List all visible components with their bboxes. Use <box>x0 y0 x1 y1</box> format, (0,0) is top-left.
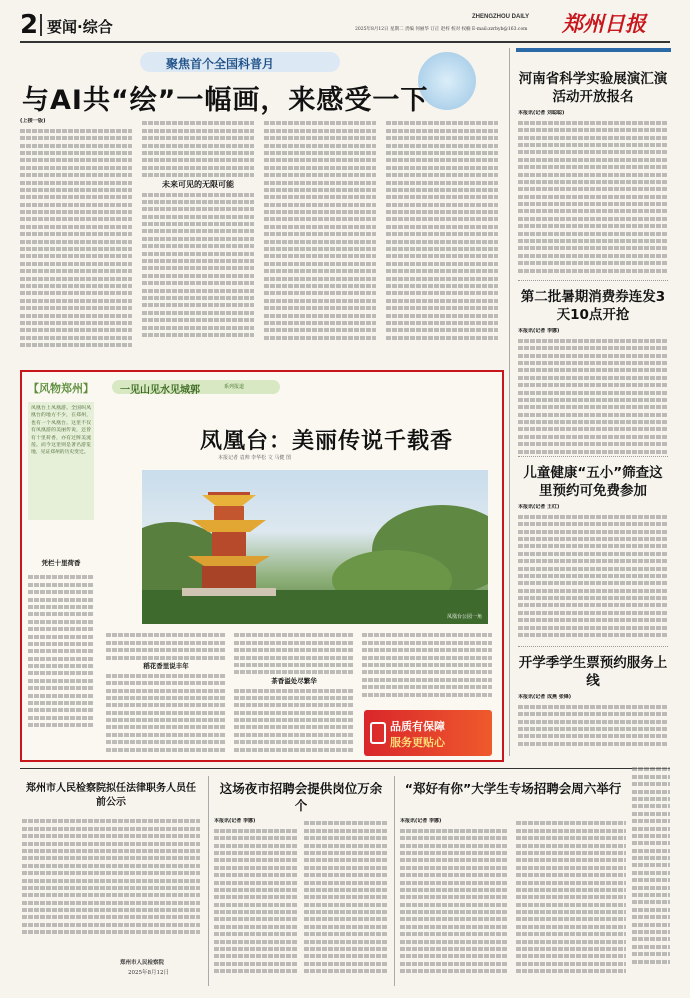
pullquote: 凤凰台上凤凰游。全国叫凤凰台的地方不少，在郑州，也有一个凤凰台。这里不仅有凤凰游的美丽传说，还曾有十里荷香，亦有过鲜美流莲。而今这里则是著名游览地，见证郑州的历史变迁。 <box>31 406 91 456</box>
student-ticket-continued <box>632 764 670 986</box>
notice-date: 2025年8月12日 <box>128 970 169 976</box>
body-col-4 <box>386 118 498 364</box>
series-tag: 系列报道 <box>224 384 245 390</box>
lead-label: (上接一版) <box>20 118 46 124</box>
kicker-banner <box>140 52 340 72</box>
body-col-2 <box>142 118 254 364</box>
notice-title: 郑州市人民检察院拟任法律职务人员任前公示 <box>26 783 196 808</box>
pullquote-box <box>28 402 94 520</box>
feature-body-col-1 <box>106 630 226 758</box>
night-market-job-fair <box>214 776 388 986</box>
notice-signature: 郑州市人民检察院 <box>120 960 165 966</box>
section-heading-2: 稻花香里说丰年 <box>143 661 189 670</box>
quality-ad <box>364 710 492 756</box>
graduate-job-fair <box>400 776 670 986</box>
science-show-headline: 河南省科学实验展演汇演活动开放报名 <box>518 71 668 105</box>
column-banner <box>28 378 288 396</box>
feature-box-headline: 凤凰台：美丽传说千载香 <box>200 429 454 454</box>
graduate-fair-byline: 本报讯(记者 李娜) <box>400 818 442 824</box>
job-fair-body-2 <box>304 818 388 984</box>
right-column <box>509 48 670 756</box>
ad-line-2: 服务更贴心 <box>390 736 445 749</box>
pavilion-illustration <box>142 470 488 624</box>
pavilion-photo <box>142 470 488 624</box>
top-feature <box>20 48 500 368</box>
section-heading-3: 茶香溢处尽繁华 <box>271 676 317 685</box>
feature-subhead: 未来可见的无限可能 <box>162 180 234 190</box>
feature-body <box>20 118 500 364</box>
coupon-byline: 本报讯(记者 李娜) <box>518 328 560 334</box>
feature-body-col-2 <box>234 630 354 758</box>
kicker: 聚焦首个全国科普月 <box>166 57 275 71</box>
newspaper-logo: 郑州日报 <box>562 11 646 36</box>
photo-caption: 凤凰台公园一角 <box>446 614 482 620</box>
feature-headline: 与AI共“绘”一幅画，来感受一下 <box>22 85 429 116</box>
feature-box <box>20 370 504 762</box>
right-top-bar <box>516 48 671 52</box>
kids-health-headline: 儿童健康“五小”筛查这里预约可免费参加 <box>523 465 663 499</box>
ad-line-1: 品质有保障 <box>390 720 445 733</box>
graduate-fair-headline: “郑好有你”大学生专场招聘会周六举行 <box>404 781 622 796</box>
job-fair-body-1 <box>214 818 298 984</box>
feature-left-col <box>26 402 96 752</box>
coupon-headline: 第二批暑期消费券连发3天10点开抢 <box>520 289 666 323</box>
column-name: 【风物郑州】 <box>28 382 94 395</box>
student-ticket-headline: 开学季学生票预约服务上线 <box>518 655 668 689</box>
student-ticket-body <box>518 694 668 754</box>
masthead <box>20 6 670 50</box>
job-fair-byline: 本报讯(记者 李娜) <box>214 818 256 824</box>
notice-body <box>22 816 200 948</box>
section-heading-1: 凭栏十里荷香 <box>41 559 81 567</box>
graduate-fair-body-2 <box>516 818 626 984</box>
body-col-3 <box>264 118 376 364</box>
body-col-1 <box>20 118 132 364</box>
shield-icon <box>370 722 386 744</box>
science-show-body <box>518 110 668 280</box>
masthead-pinyin: ZHENGZHOU DAILY <box>472 14 530 20</box>
student-ticket-byline: 本报讯(记者 成燕 张锋) <box>518 694 572 700</box>
series-name: 一见山见水见城郭 <box>120 385 200 396</box>
coupon-body <box>518 328 668 456</box>
dateline: 2025年8月12日 星期二 责编 何丽华 订正 赵梓 校对 权楠 E-mail:zzrbyb@163.com <box>355 27 528 32</box>
graduate-fair-body-1 <box>400 818 508 984</box>
feature-box-byline: 本报记者 袁帅 李华松 文 马健 图 <box>218 455 291 461</box>
job-fair-headline: 这场夜市招聘会提供岗位万余个 <box>219 781 383 813</box>
procuratorate-notice <box>20 776 202 986</box>
page-number: 2 <box>20 10 39 40</box>
science-show-byline: 本报讯(记者 刘聪聪) <box>518 110 565 116</box>
feature-body-col-3 <box>362 630 492 706</box>
feature-left-body <box>28 572 94 750</box>
kids-health-body <box>518 504 668 644</box>
section-title: 要闻·综合 <box>47 18 113 36</box>
kids-health-byline: 本报讯(记者 王红) <box>518 504 560 510</box>
